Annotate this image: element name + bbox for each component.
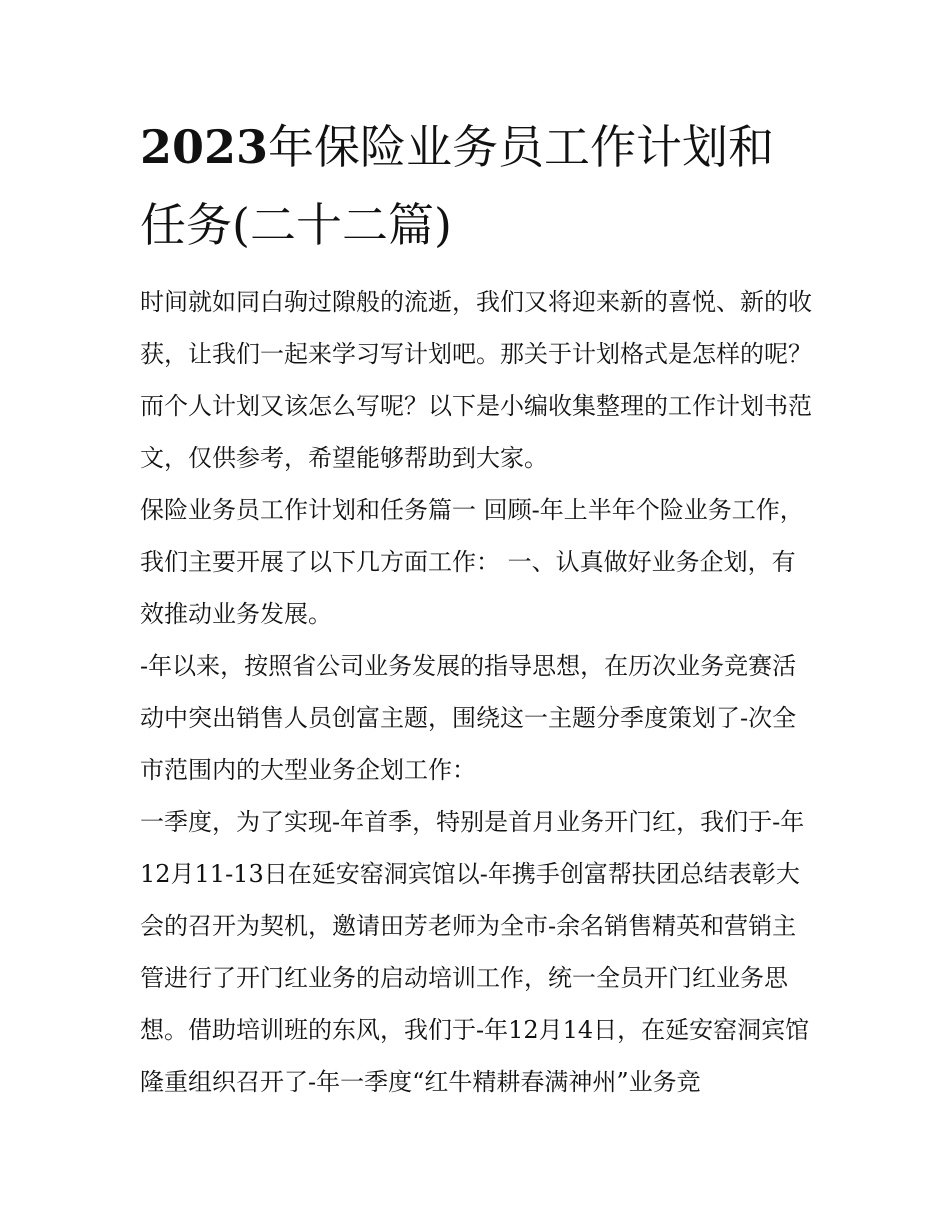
paragraph-first-quarter: 一季度，为了实现-年首季，特别是首月业务开门红，我们于-年12月11-13日在延安窑洞宾馆以-年携手创富帮扶团总结表彰大会的召开为契机，邀请田芳老师为全市-余名销售精英和营销主管进行了开门红业务的启动培训工作，统一全员开门红业务思想。借助培训班的东风，我们于-年12月14日，在延安窑洞宾馆隆重组织召开了-年一季度“红牛精耕春满神州”业务竞 (140, 808, 810, 1096)
title-text: 年保险业务员工作计划和任务(二十二篇) (140, 120, 775, 252)
paragraph-section-one: 保险业务员工作计划和任务篇一 回顾-年上半年个险业务工作，我们主要开展了以下几方面工作： 一、认真做好业务企划，有效推动业务发展。 (140, 496, 804, 628)
document-body (140, 276, 816, 1108)
paragraph-guidance: -年以来，按照省公司业务发展的指导思想，在历次业务竞赛活动中突出销售人员创富主题，围绕这一主题分季度策划了-次全市范围内的大型业务企划工作： (140, 652, 797, 784)
paragraph-intro: 时间就如同白驹过隙般的流逝，我们又将迎来新的喜悦、新的收获，让我们一起来学习写计划吧。那关于计划格式是怎样的呢？而个人计划又该怎么写呢？以下是小编收集整理的工作计划书范文，仅供参考，希望能够帮助到大家。 (140, 288, 812, 472)
document-title (140, 108, 820, 264)
title-year: 2023 (140, 120, 269, 174)
